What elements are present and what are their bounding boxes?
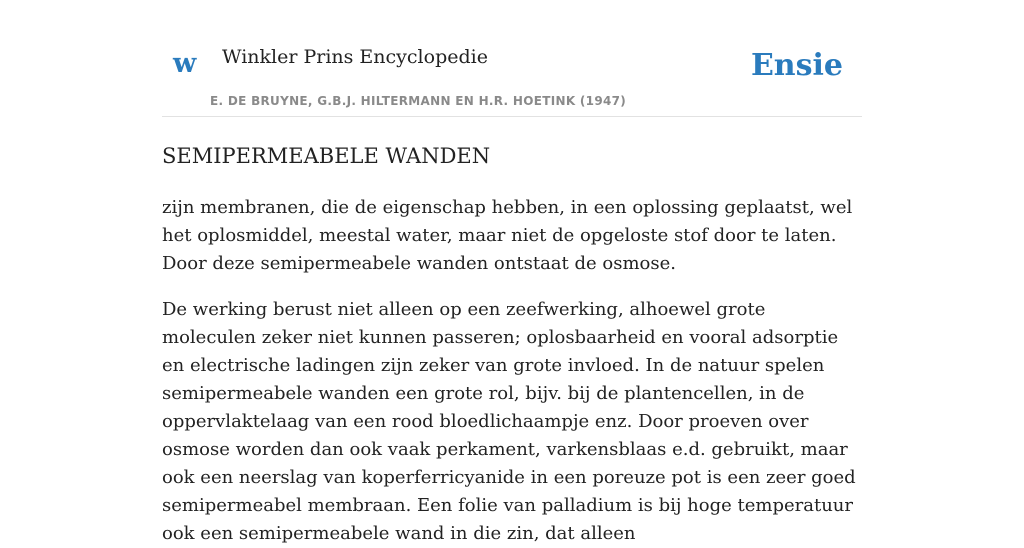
site-logo-w[interactable]: w xyxy=(173,48,197,79)
authors-credit: E. DE BRUYNE, G.B.J. HILTERMANN EN H.R. HOETINK (1947) xyxy=(210,94,627,108)
page xyxy=(162,0,862,548)
site-title[interactable]: Winkler Prins Encyclopedie xyxy=(222,46,488,68)
article-title: SEMIPERMEABELE WANDEN xyxy=(162,144,491,168)
ensie-brand-logo[interactable]: Ensie xyxy=(750,48,843,83)
article-paragraph: De werking berust niet alleen op een zeefwerking, alhoewel grote moleculen zeker niet kunnen passeren; oplosbaarheid en vooral adsorptie en electrische ladingen zijn zeker van grote invloed. In de natuur spelen semipermeabele wanden een grote rol, bijv. bij de plantencellen, in de oppervlaktelaag van een rood bloedlichaampje enz. Door proeven over osmose worden dan ook vaak perkament, varkensblaas e.d. gebruikt, maar ook een neerslag van koperferricyanide in een poreuze pot is een zeer goed semipermeabel membraan. Een folie van palladium is bij hoge temperatuur ook een semipermeabele wand in die zin, dat alleen xyxy=(162,299,856,545)
site-header xyxy=(162,0,862,117)
article-paragraph: zijn membranen, die de eigenschap hebben, in een oplossing geplaatst, wel het oplosmiddel, meestal water, maar niet de opgeloste stof door te laten. Door deze semipermeabele wanden ontstaat de osmose. xyxy=(162,197,853,275)
